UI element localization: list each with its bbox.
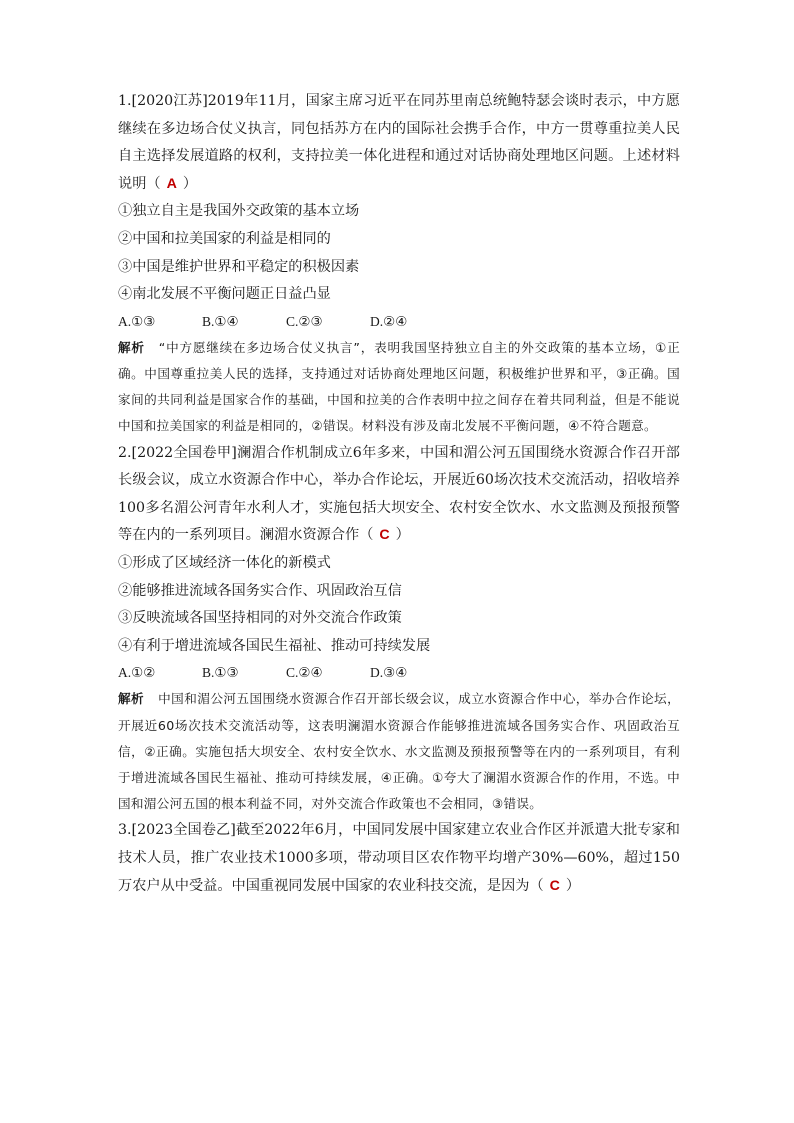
explanation-label: 解析 (118, 691, 145, 707)
option-1: ①形成了区域经济一体化的新模式 (118, 554, 331, 571)
question-1 (118, 88, 680, 440)
choice-d: D.③④ (370, 665, 408, 681)
answer-letter: C (379, 527, 390, 544)
option-3: ③中国是维护世界和平稳定的积极因素 (118, 258, 360, 275)
option-2: ②能够推进流域各国务实合作、巩固政治互信 (118, 582, 402, 599)
choice-a: A.①③ (118, 313, 156, 329)
stem-close: ） (182, 175, 198, 192)
choice-d: D.②④ (370, 313, 408, 329)
question-3 (118, 817, 680, 900)
question-stem (118, 440, 680, 550)
choice-c: C.②③ (286, 313, 323, 329)
explanation (118, 686, 680, 817)
choice-a: A.①② (118, 665, 156, 681)
question-stem (118, 88, 680, 198)
document-page (118, 88, 680, 900)
option-4: ④有利于增进流域各国民生福祉、推动可持续发展 (118, 637, 431, 654)
question-2 (118, 440, 680, 818)
question-stem (118, 817, 680, 900)
stem-text: 2.[2022全国卷甲]澜湄合作机制成立6年多来，中国和湄公河五国围绕水资源合作召开部长级会议，成立水资源合作中心，举办合作论坛，开展近60场次技术交流活动，招收培养100多名湄公河青年水利人才，实施包括大坝安全、农村安全饮水、水文监测及预报预警等在内的一系列项目。澜湄水资源合作（ (118, 444, 680, 544)
stem-close: ） (565, 877, 581, 894)
choice-b: B.①④ (202, 313, 239, 329)
stem-text: 1.[2020江苏]2019年11月，国家主席习近平在同苏里南总统鲍特瑟会谈时表示，中方愿继续在多边场合仗义执言，同包括苏方在内的国际社会携手合作，中方一贯尊重拉美人民自主选择发展道路的权利，支持拉美一体化进程和通过对话协商处理地区问题。上述材料说明（ (118, 93, 680, 192)
option-3: ③反映流域各国坚持相同的对外交流合作政策 (118, 610, 402, 627)
choice-row (118, 660, 680, 686)
option-4: ④南北发展不平衡问题正日益凸显 (118, 286, 331, 303)
explanation-text: 中国和湄公河五国围绕水资源合作召开部长级会议，成立水资源合作中心，举办合作论坛，开展近60场次技术交流活动等，这表明澜湄水资源合作能够推进流域各国务实合作、巩固政治互信，②正确。实施包括大坝安全、农村安全饮水、水文监测及预报预警等在内的一系列项目，有利于增进流域各国民生福祉、推动可持续发展，④正确。①夸大了澜湄水资源合作的作用，不选。中国和湄公河五国的根本利益不同，对外交流合作政策也不会相同，③错误。 (118, 691, 680, 812)
answer-letter: A (166, 175, 177, 192)
choice-b: B.①③ (202, 665, 239, 681)
explanation-label: 解析 (118, 339, 145, 355)
choice-c: C.②④ (286, 665, 323, 681)
option-1: ①独立自主是我国外交政策的基本立场 (118, 203, 360, 220)
option-2: ②中国和拉美国家的利益是相同的 (118, 230, 331, 247)
explanation-text: “中方愿继续在多边场合仗义执言”，表明我国坚持独立自主的外交政策的基本立场，①正确。中国尊重拉美人民的选择，支持通过对话协商处理地区问题，积极维护世界和平，③正确。国家间的共同利益是国家合作的基础，中国和拉美的合作表明中拉之间存在着共同利益，但是不能说中国和拉美国家的利益是相同的，②错误。材料没有涉及南北发展不平衡问题，④不符合题意。 (118, 339, 680, 434)
choice-row (118, 309, 680, 335)
stem-text: 3.[2023全国卷乙]截至2022年6月，中国同发展中国家建立农业合作区并派遣大批专家和技术人员，推广农业技术1000多项，带动项目区农作物平均增产30%—60%，超过150万农户从中受益。中国重视同发展中国家的农业科技交流，是因为（ (118, 822, 680, 894)
stem-close: ） (395, 527, 410, 544)
explanation (118, 335, 680, 440)
answer-letter: C (549, 877, 560, 894)
